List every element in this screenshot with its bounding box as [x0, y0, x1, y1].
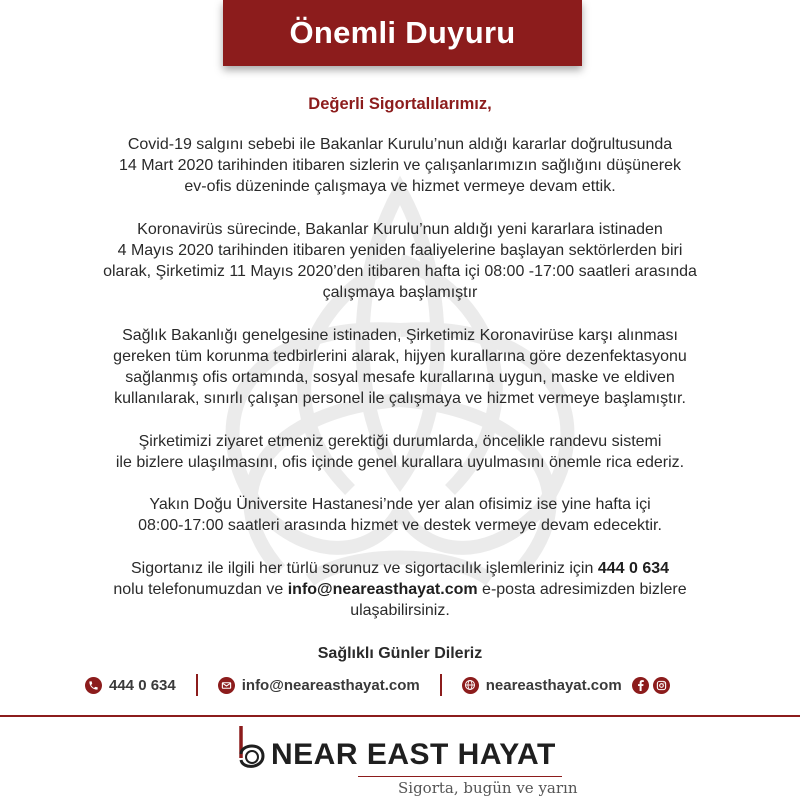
greeting: Değerli Sigortalılarımız,	[308, 95, 492, 113]
text-line: gereken tüm korunma tedbirlerini alarak, hijyen kurallarına göre dezenfektasyonu	[113, 348, 687, 365]
footer-email-text: info@neareasthayat.com	[241, 676, 420, 694]
contact-text: Sigortanız ile ilgili her türlü sorunuz ve sigortacılık işlemleriniz için	[130, 560, 598, 577]
footer-website-text: neareasthayat.com	[485, 676, 622, 694]
phone-icon	[85, 677, 102, 694]
paragraph-contact	[40, 558, 760, 621]
footer-divider	[0, 715, 800, 717]
brand-name: NEAR EAST HAYAT	[271, 738, 556, 771]
footer-phone[interactable]	[85, 677, 176, 694]
text-line: olarak, Şirketimiz 11 Mayıs 2020’den itibaren hafta içi 08:00 -17:00 saatleri arasında	[103, 263, 697, 280]
divider	[196, 674, 198, 696]
paragraph-reopening	[40, 219, 760, 303]
text-line: ile bizlere ulaşılmasını, ofis içinde genel kurallara uyulmasını önemle rica ederiz.	[115, 454, 685, 471]
footer-contact-bar	[85, 671, 725, 699]
text-line: Covid-19 salgını sebebi ile Bakanlar Kurulu’nun aldığı kararlar doğrultusunda	[127, 136, 673, 153]
brand-tagline: Sigorta, bugün ve yarın	[398, 779, 578, 797]
contact-email[interactable]: info@neareasthayat.com	[287, 581, 478, 598]
text-line	[40, 558, 760, 579]
text-line: çalışmaya başlamıştır	[322, 284, 478, 301]
text-line: Koronavirüs sürecinde, Bakanlar Kurulu’nun aldığı yeni kararlara istinaden	[137, 221, 663, 238]
text-line: 08:00-17:00 saatleri arasında hizmet ve destek vermeye devam edecektir.	[138, 517, 662, 534]
brand-mark-icon	[233, 724, 269, 774]
text-line	[40, 579, 760, 600]
footer-website[interactable]	[462, 677, 622, 694]
social-links	[632, 677, 674, 694]
text-line: sağlanmış ofis ortamında, sosyal mesafe kurallarına uygun, maske ve eldiven	[125, 369, 675, 386]
footer-phone-text: 444 0 634	[109, 676, 176, 694]
text-line: 14 Mart 2020 tarihinden itibaren sizlerin ve çalışanlarımızın sağlığını düşünerek	[118, 157, 682, 174]
facebook-icon[interactable]	[632, 677, 649, 694]
contact-text: e-posta adresimizden bizlere	[477, 581, 687, 598]
letter-body	[40, 93, 760, 664]
text-line: ev-ofis düzeninde çalışmaya ve hizmet vermeye devam ettik.	[184, 178, 616, 195]
brand-underline	[358, 776, 562, 777]
paragraph-hygiene	[40, 325, 760, 409]
paragraph-visit	[40, 431, 760, 473]
globe-icon	[462, 677, 479, 694]
text-line: Şirketimizi ziyaret etmeniz gerektiği durumlarda, öncelikle randevu sistemi	[138, 433, 662, 450]
contact-text: nolu telefonumuzdan ve	[113, 581, 288, 598]
text-line: Sağlık Bakanlığı genelgesine istinaden, Şirketimiz Koronavirüse karşı alınması	[122, 327, 678, 344]
divider	[440, 674, 442, 696]
brand-logo	[233, 720, 578, 797]
paragraph-hospital-office	[40, 494, 760, 536]
mail-icon	[218, 677, 235, 694]
closing-line: Sağlıklı Günler Dileriz	[317, 645, 483, 662]
text-line: Yakın Doğu Üniversite Hastanesi’nde yer alan ofisimiz ise yine hafta içi	[149, 496, 651, 513]
paragraph-covid	[40, 134, 760, 197]
title-banner	[223, 0, 582, 66]
contact-phone[interactable]: 444 0 634	[597, 560, 670, 577]
instagram-icon[interactable]	[653, 677, 670, 694]
footer-email[interactable]	[218, 677, 420, 694]
text-line: 4 Mayıs 2020 tarihinden itibaren yeniden faaliyelerine başlayan sektörlerden biri	[117, 242, 683, 259]
text-line: ulaşabilirsiniz.	[350, 602, 450, 619]
page-title: Önemli Duyuru	[289, 15, 516, 50]
text-line: kullanılarak, sınırlı çalışan personel ile çalışmaya ve hizmet vermeye başlamıştır.	[114, 390, 686, 407]
